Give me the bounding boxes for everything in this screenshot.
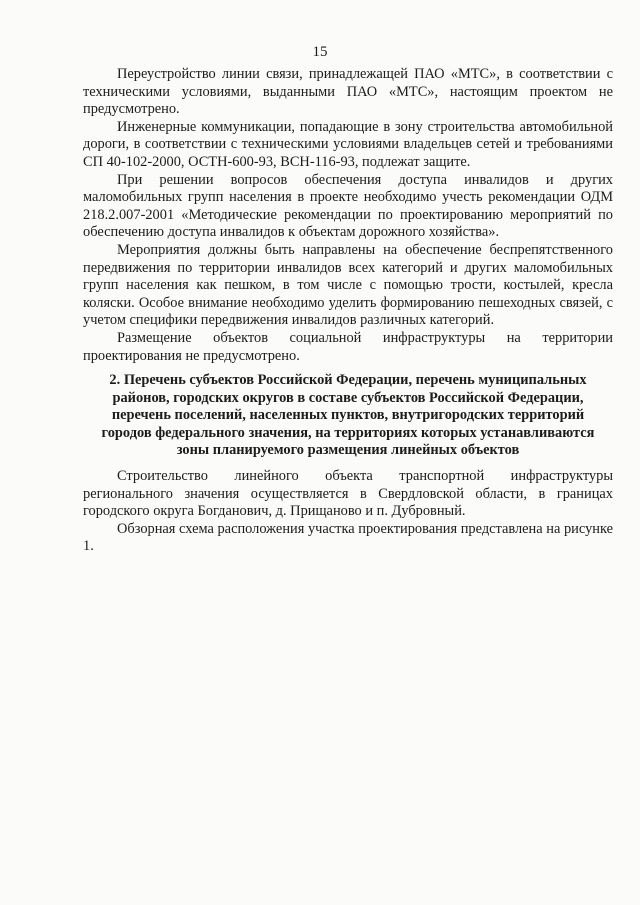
page-number: 15 xyxy=(312,44,328,60)
paragraph-social-infrastructure: Размещение объектов социальной инфраструктуры на территории проектирования не предусмотрено. xyxy=(83,329,613,364)
paragraph-engineering-utilities: Инженерные коммуникации, попадающие в зону строительства автомобильной дороги, в соответствии с техническими условиями владельцев сетей и требованиями СП 40-102-2000, ОСТН-600-93, ВСН-116-93, подлежат защите. xyxy=(83,118,613,170)
paragraph-mts-communication-line: Переустройство линии связи, принадлежащей ПАО «МТС», в соответствии с техническими условиями, выданными ПАО «МТС», настоящим проектом не предусмотрено. xyxy=(83,66,613,118)
section-heading: 2. Перечень субъектов Российской Федерации, перечень муниципальных районов, городских округов в составе субъектов Российской Федерации, перечень поселений, населенных пунктов, внутригородских территорий городов федерального значения, на территориях которых устанавливаются зоны планируемого размещения линейных объектов xyxy=(101,372,595,459)
page-content xyxy=(83,66,613,556)
paragraph-accessibility-recommendations: При решении вопросов обеспечения доступа инвалидов и других маломобильных групп населения в проекте необходимо учесть рекомендации ОДМ 218.2.007-2001 «Методические рекомендации по проектированию мероприятий по обеспечению доступа инвалидов к объектам дорожного хозяйства». xyxy=(83,171,613,241)
paragraph-accessibility-measures: Мероприятия должны быть направлены на обеспечение беспрепятственного передвижения по территории инвалидов всех категорий и других маломобильных групп населения как пешком, в том числе с помощью трости, костылей, кресла коляски. Особое внимание необходимо уделить формированию пешеходных связей, с учетом специфики передвижения инвалидов различных категорий. xyxy=(83,241,613,329)
paragraph-construction-location: Строительство линейного объекта транспортной инфраструктуры регионального значения осуществляется в Свердловской области, в границах городского округа Богданович, д. Прищаново и п. Дубровный. xyxy=(83,468,613,520)
paragraph-overview-scheme: Обзорная схема расположения участка проектирования представлена на рисунке 1. xyxy=(83,520,613,555)
